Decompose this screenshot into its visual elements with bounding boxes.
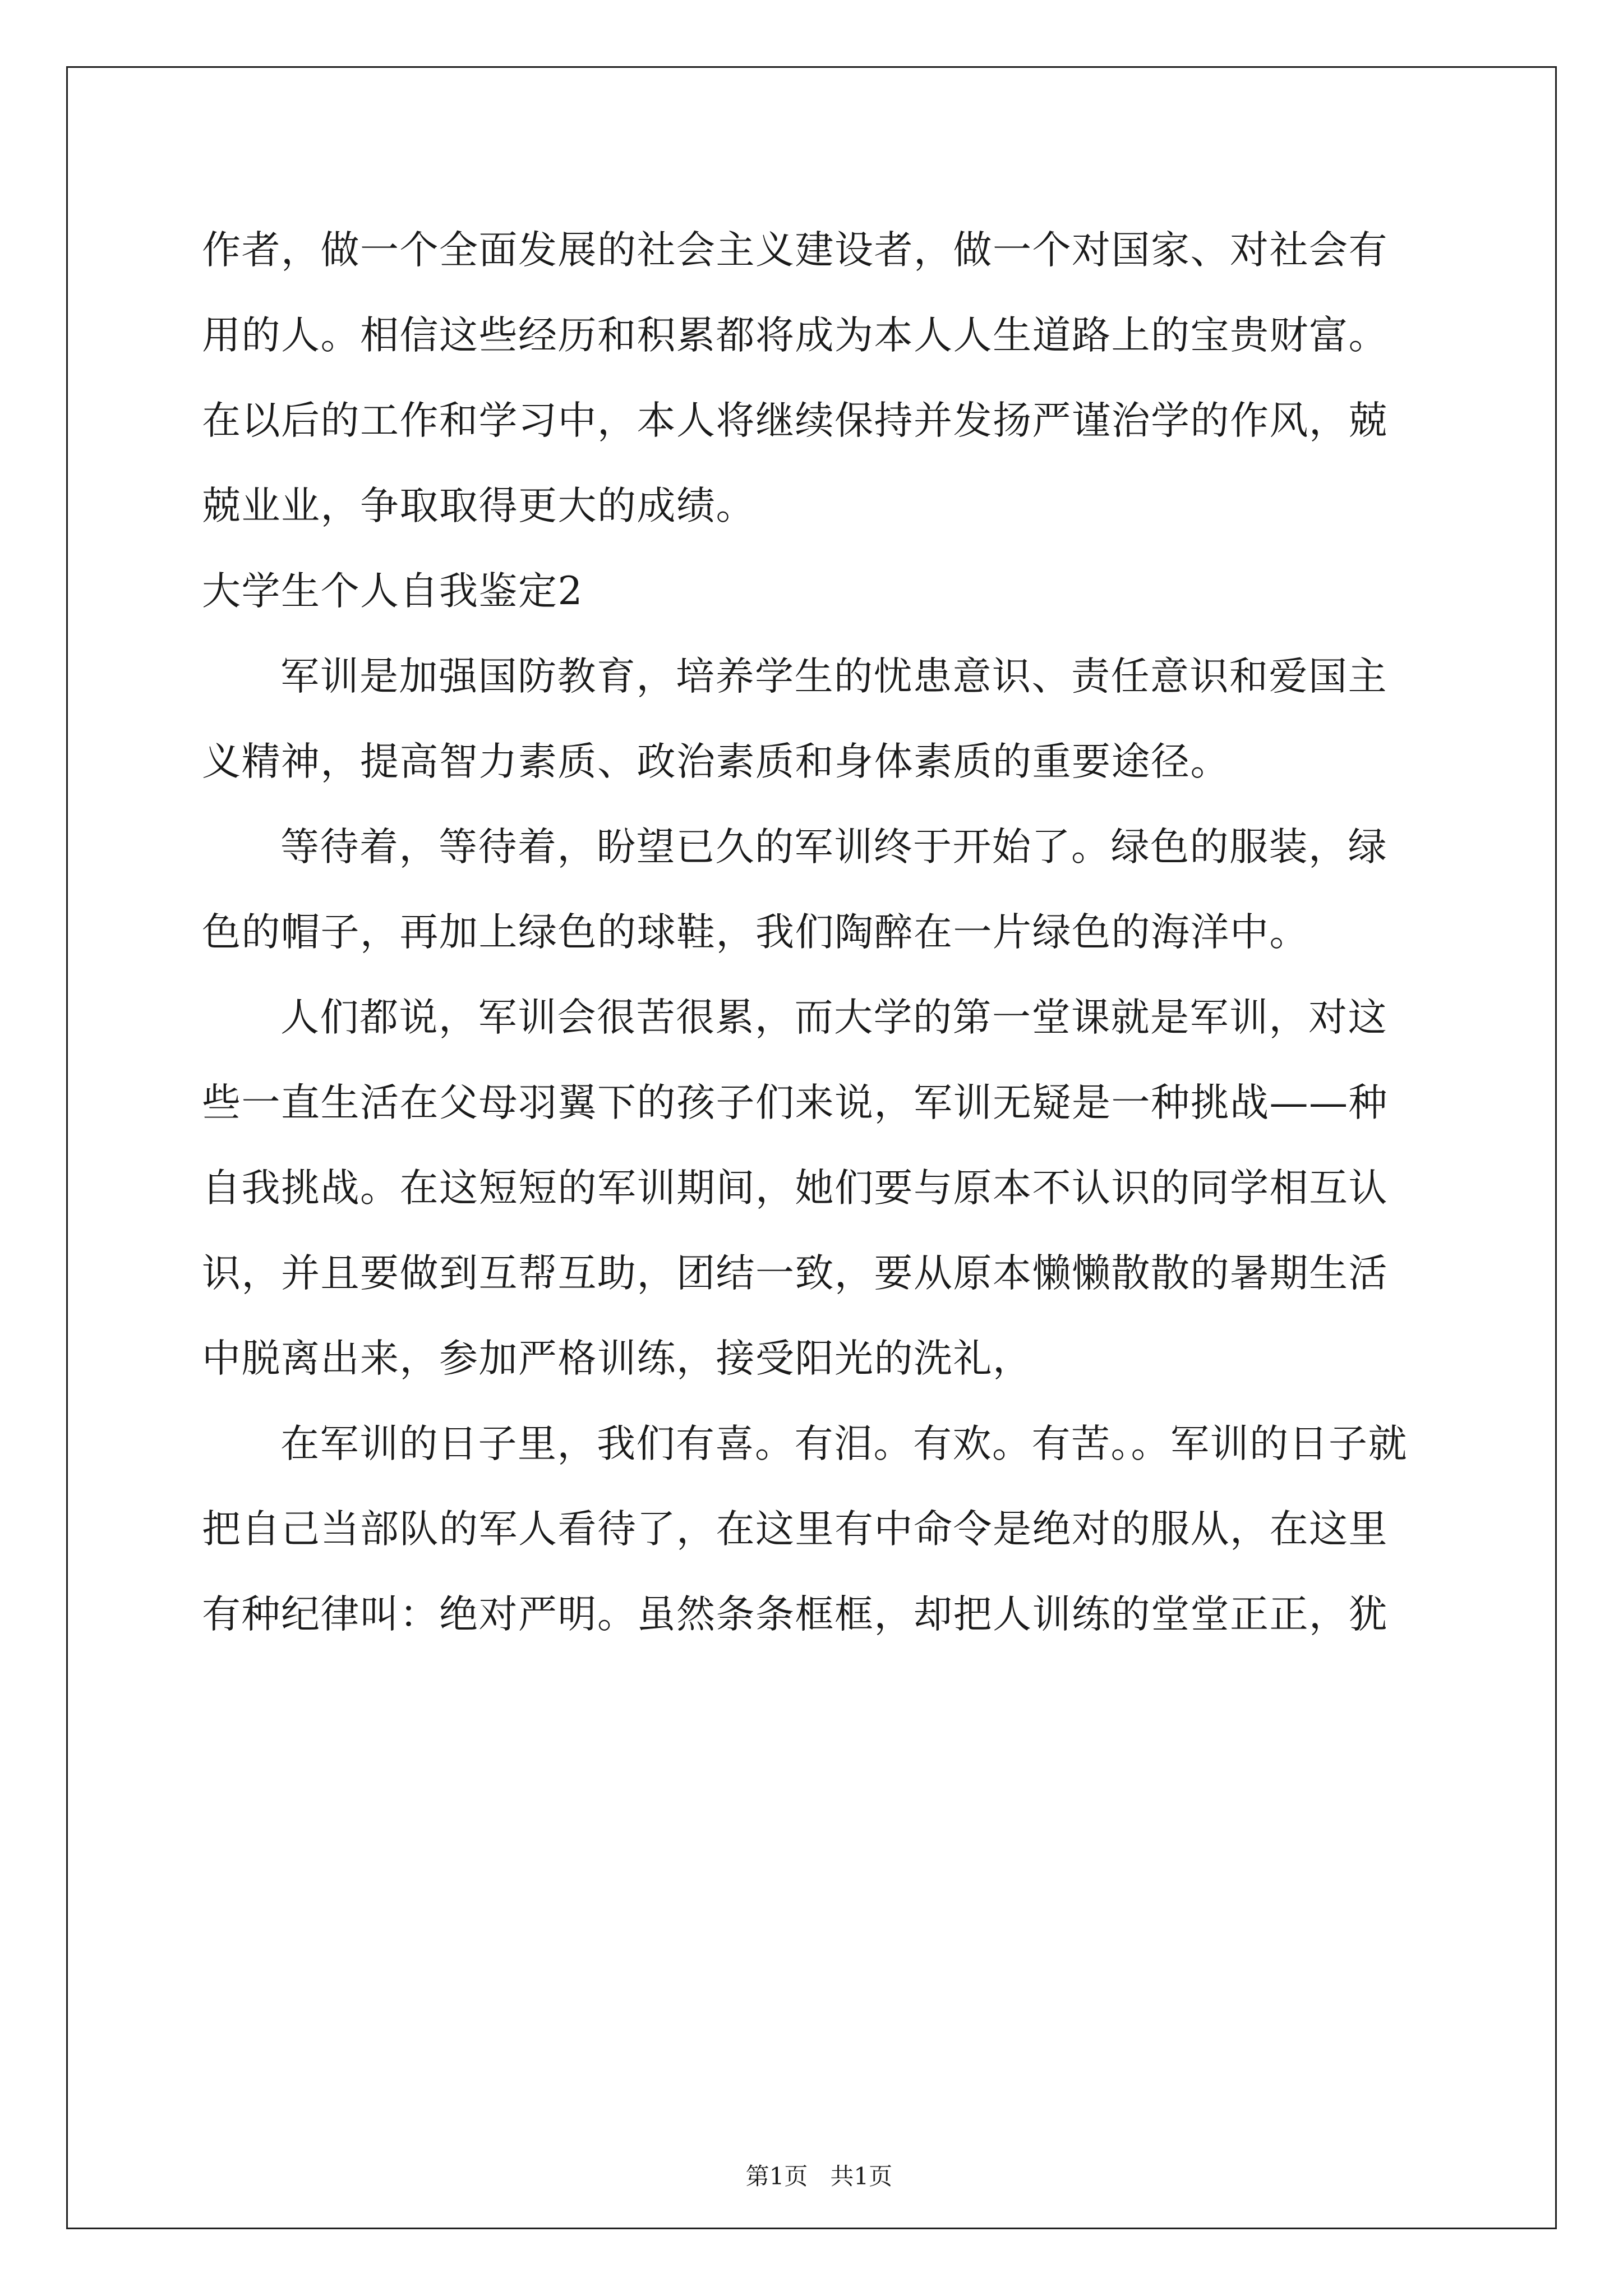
page-footer [0,2126,1623,2193]
text-line: 义精神，提高智力素质、政治素质和身体素质的重要途径。 [202,739,1230,784]
text-line: 等待着，等待着，盼望已久的军训终于开始了。绿色的服装，绿 [280,825,1387,869]
section-title: 大学生个人自我鉴定2 [202,569,583,614]
paragraph [202,1401,1424,1657]
paragraph-continuation [202,208,1424,549]
text-line: 自我挑战。在这短短的军训期间，她们要与原本不认识的同学相互认 [202,1166,1388,1211]
text-line: 在以后的工作和学习中，本人将继续保持并发扬严谨治学的作风，兢 [202,398,1388,443]
text-line: 作者，做一个全面发展的社会主义建设者，做一个对国家、对社会有 [202,228,1388,273]
paragraph [202,634,1424,804]
text-line: 把自己当部队的军人看待了，在这里有中命令是绝对的服从，在这里 [202,1507,1388,1552]
text-line: 人们都说，军训会很苦很累，而大学的第一堂课就是军训，对这 [280,995,1387,1040]
document-body [202,208,1424,1657]
text-line: 些一直生活在父母羽翼下的孩子们来说，军训无疑是一种挑战——种 [202,1080,1388,1125]
section-heading [202,549,1424,634]
text-line: 兢业业，争取取得更大的成绩。 [202,484,755,528]
text-line: 色的帽子，再加上绿色的球鞋，我们陶醉在一片绿色的海洋中。 [202,910,1309,955]
text-line: 军训是加强国防教育，培养学生的忧患意识、责任意识和爱国主 [280,654,1387,699]
page-number: 第1页 共1页 [745,2162,893,2190]
paragraph [202,975,1424,1401]
text-line: 中脱离出来，参加严格训练，接受阳光的洗礼， [202,1336,1032,1381]
text-line: 识，并且要做到互帮互助，团结一致，要从原本懒懒散散的暑期生活 [202,1251,1388,1296]
text-line: 在军训的日子里，我们有喜。有泪。有欢。有苦。。军训的日子就 [280,1421,1408,1466]
paragraph [202,804,1424,975]
text-line: 有种纪律叫：绝对严明。虽然条条框框，却把人训练的堂堂正正，犹 [202,1592,1388,1637]
text-line: 用的人。相信这些经历和积累都将成为本人人生道路上的宝贵财富。 [202,313,1388,358]
